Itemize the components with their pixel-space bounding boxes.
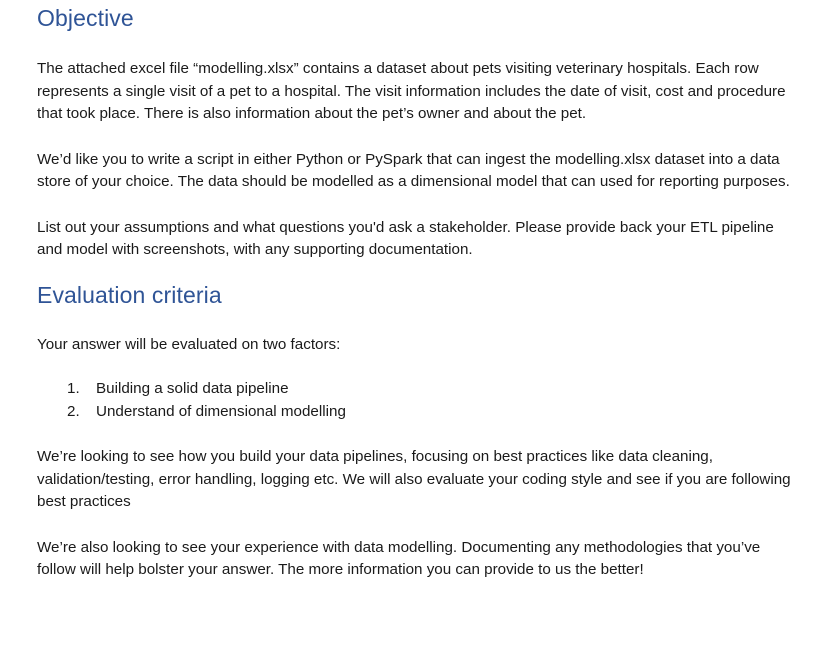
list-item — [67, 378, 797, 401]
list-text: Building a solid data pipeline — [96, 380, 289, 397]
list-number: 2. — [67, 402, 80, 420]
list-number: 1. — [67, 380, 80, 397]
document-page — [37, 0, 797, 582]
objective-heading: Objective — [37, 5, 134, 31]
evaluation-heading: Evaluation criteria — [37, 281, 222, 308]
evaluation-paragraph-modelling: We’re also looking to see your experience with data modelling. Documenting any methodologies that you’ve follow will help bolster your answer. The more information you can provide to us the better! — [37, 538, 761, 578]
objective-paragraph-script: We’d like you to write a script in either Python or PySpark that can ingest the modelling.xlsx dataset into a data store of your choice. The data should be modelled as a dimensional model that can used for reporting purposes. — [37, 150, 790, 190]
evaluation-paragraph-pipelines: We’re looking to see how you build your data pipelines, focusing on best practices like data cleaning, validation/testing, error handling, logging etc. We will also evaluate your coding style and see if you are following best practices — [37, 448, 791, 510]
evaluation-intro: Your answer will be evaluated on two factors: — [37, 335, 341, 353]
objective-paragraph-assumptions: List out your assumptions and what questions you'd ask a stakeholder. Please provide back your ETL pipeline and model with screenshots, with any supporting documentation. — [37, 218, 774, 258]
objective-paragraph-dataset: The attached excel file “modelling.xlsx” contains a dataset about pets visiting veterinary hospitals. Each row represents a single visit of a pet to a hospital. The visit information includes the date of visit, cost and procedure that took place. There is also information about the pet’s owner and about the pet. — [37, 60, 786, 122]
list-text: Understand of dimensional modelling — [96, 402, 346, 420]
criteria-list — [37, 378, 797, 423]
list-item — [67, 401, 797, 424]
